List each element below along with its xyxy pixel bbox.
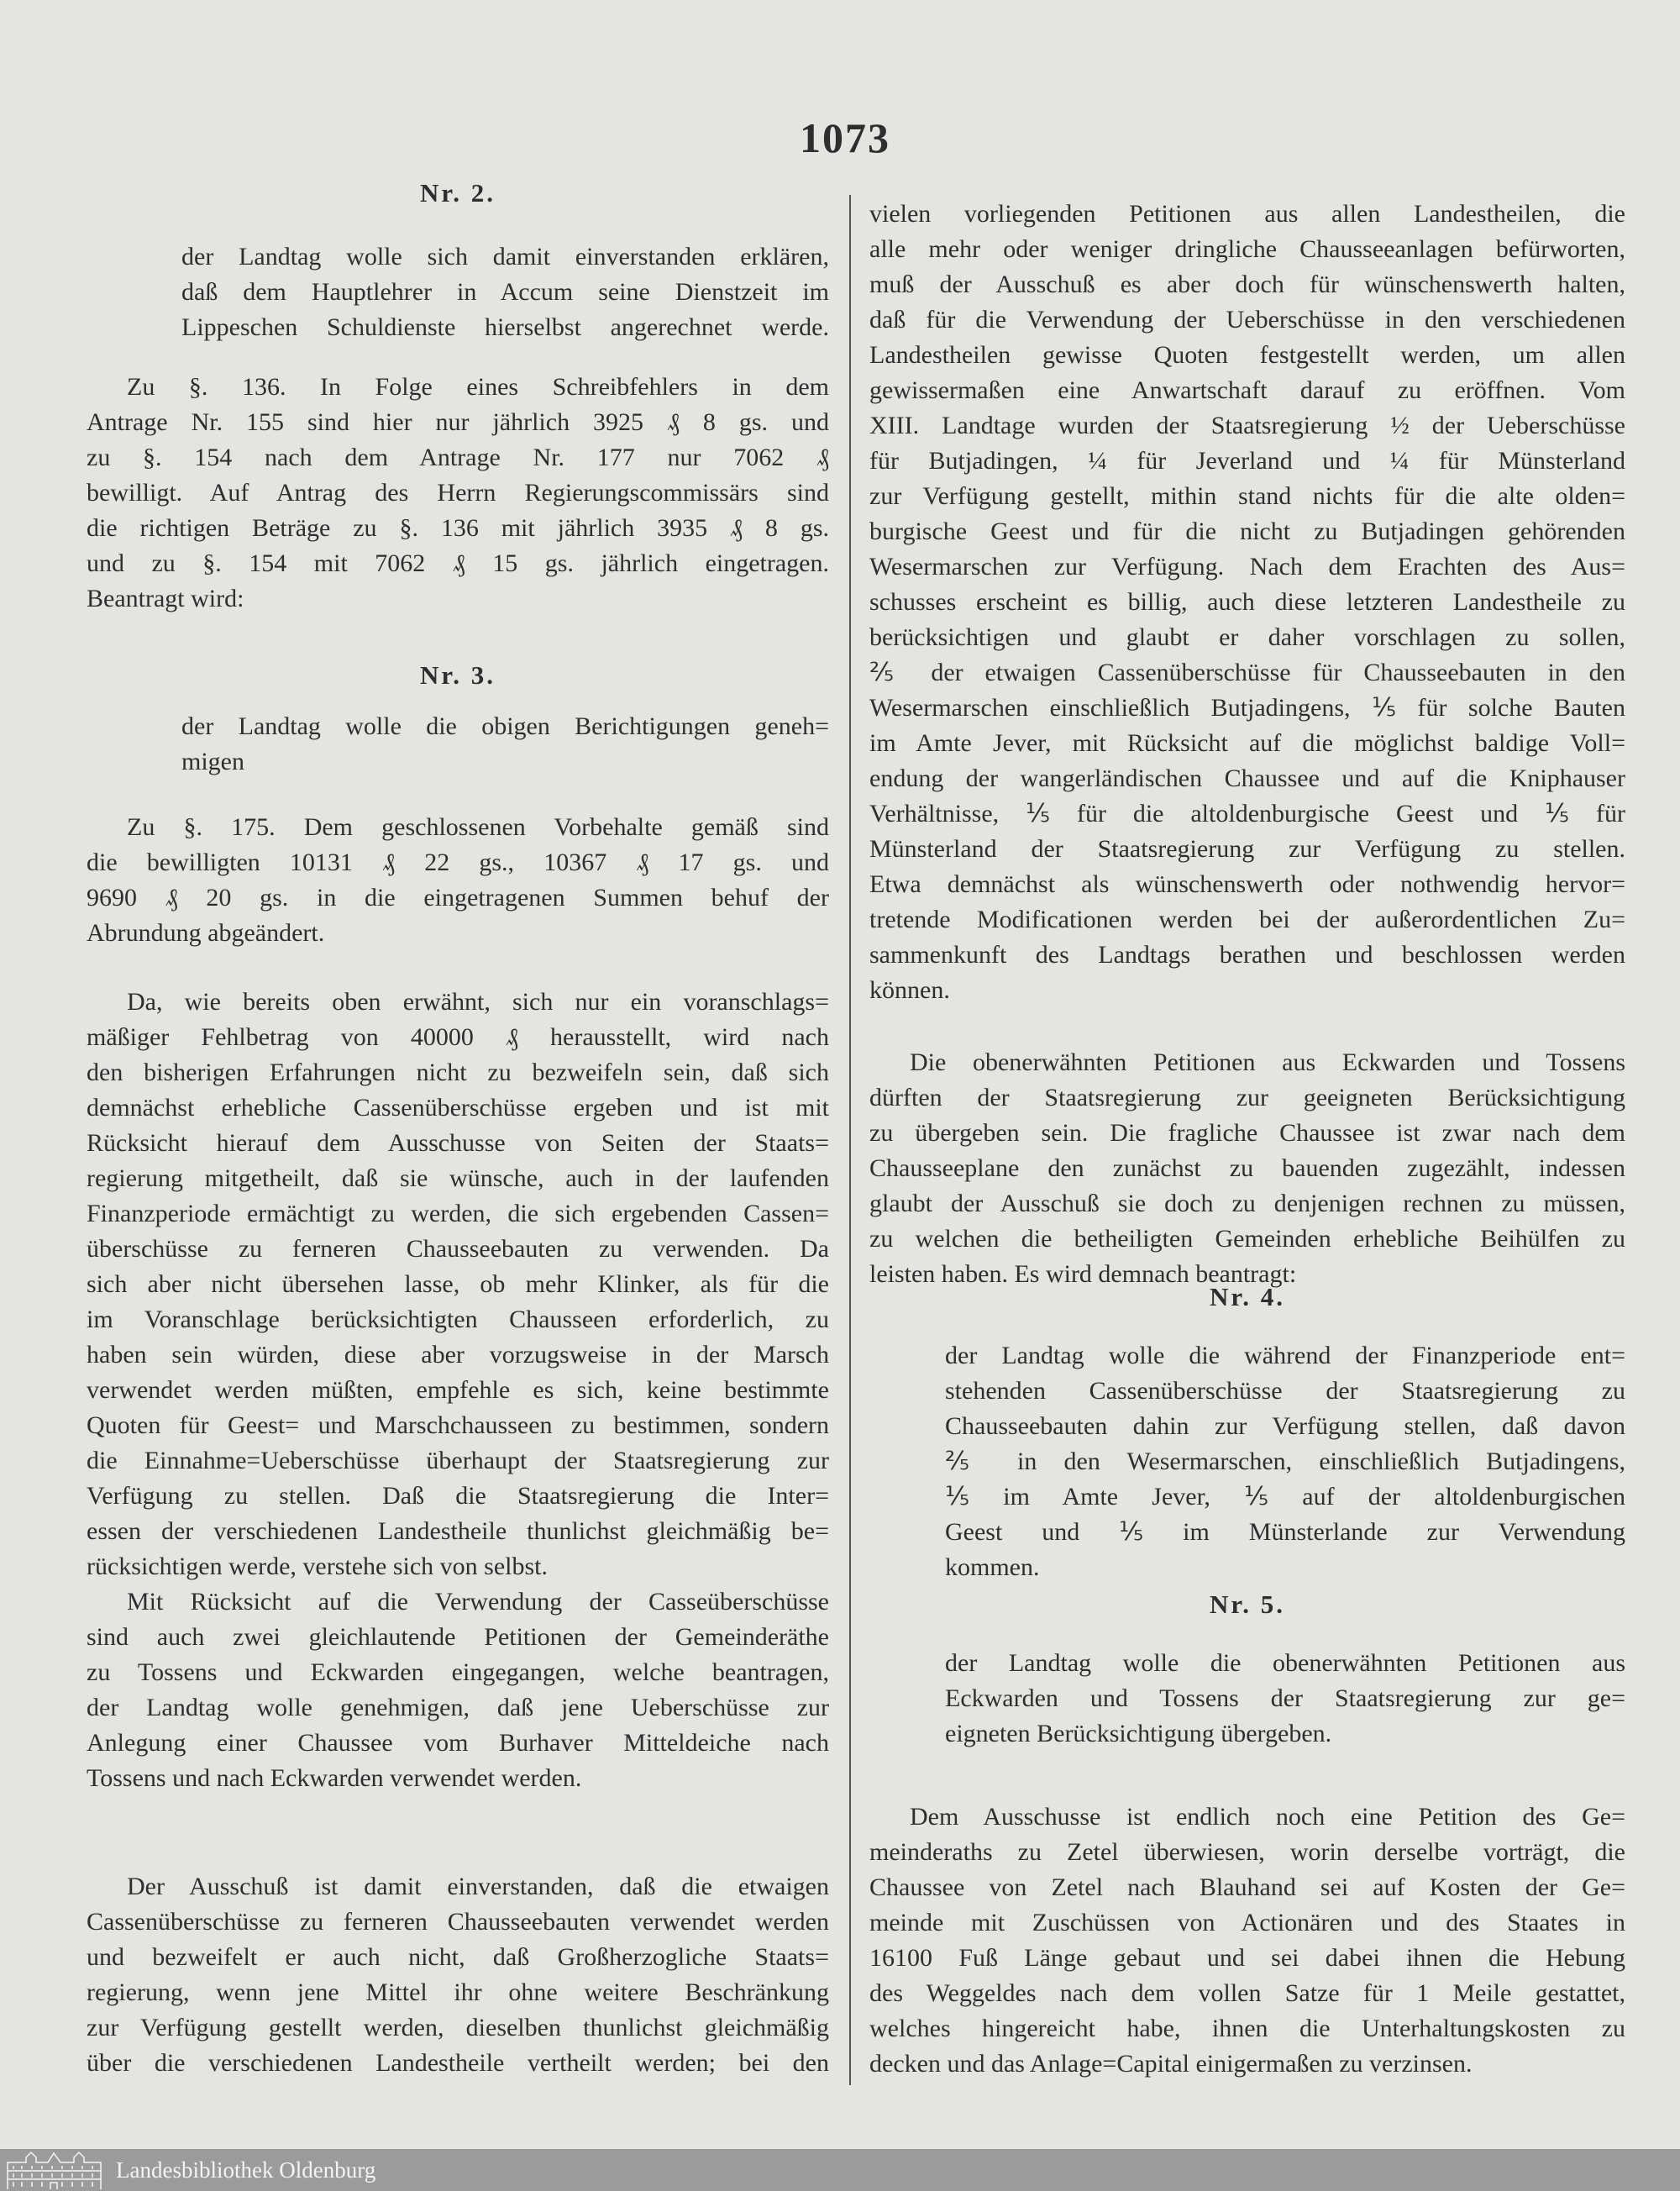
text-line: die bewilligten 10131 ₰ 22 gs., 10367 ₰ 17 gs. und (87, 849, 829, 876)
motion-3-text (181, 709, 829, 780)
text-line: zur Verfügung gestellt werden, dieselben thunlichst gleichmäßig (87, 2014, 829, 2041)
text-line: zu welchen die betheiligten Gemeinden erhebliche Beihülfen zu (869, 1225, 1625, 1253)
text-line: der Landtag wolle die während der Finanzperiode ent= (945, 1342, 1625, 1369)
text-line: des Weggeldes nach dem vollen Satze für 1 Meile gestattet, (869, 1979, 1625, 2007)
text-line: der Landtag wolle sich damit einverstanden erklären, (181, 243, 829, 271)
paragraph-petitions-eckwarden (869, 1045, 1625, 1292)
text-line: Antrage Nr. 155 sind hier nur jährlich 3925 ₰ 8 gs. und (87, 408, 829, 436)
text-line: Abrundung abgeändert. (87, 919, 325, 947)
text-line: sich aber nicht übersehen lasse, ob mehr Klinker, als für die (87, 1270, 829, 1298)
text-line: Wesermarschen einschließlich Butjadingens, ⅕ für solche Bauten (869, 694, 1625, 722)
text-line: Wesermarschen zur Verfügung. Nach dem Erachten des Aus= (869, 553, 1625, 581)
text-line: überschüsse zu ferneren Chausseebauten zu verwenden. Da (87, 1235, 829, 1263)
text-line: der Landtag wolle die obenerwähnten Petitionen aus (945, 1649, 1625, 1677)
text-line: ⅖ der etwaigen Cassenüberschüsse für Chausseebauten in den (869, 659, 1625, 686)
text-line: ⅕ im Amte Jever, ⅕ auf der altoldenburgischen (945, 1483, 1625, 1511)
paragraph-deficit (87, 985, 829, 1584)
text-line: bewilligt. Auf Antrag des Herrn Regierungscommissärs sind (87, 479, 829, 507)
text-line: Cassenüberschüsse zu ferneren Chausseebauten verwendet werden (87, 1908, 829, 1936)
text-line: berücksichtigen und glaubt er daher vorschlagen zu sollen, (869, 623, 1625, 651)
text-line: daß für die Verwendung der Ueberschüsse in den verschiedenen (869, 306, 1625, 334)
text-line: Tossens und nach Eckwarden verwendet werden. (87, 1764, 582, 1792)
library-name: Landesbibliothek Oldenburg (116, 2157, 376, 2183)
paragraph-continuation (869, 197, 1625, 1008)
motion-number-5: Nr. 5. (1209, 1589, 1286, 1619)
text-line: für Butjadingen, ¼ für Jeverland und ¼ für Münsterland (869, 447, 1625, 475)
text-line: die Einnahme=Ueberschüsse überhaupt der Staatsregierung zur (87, 1447, 829, 1474)
paragraph-175 (87, 810, 829, 951)
paragraph-petitions (87, 1584, 829, 1796)
text-line: der Landtag wolle die obigen Berichtigungen geneh= (181, 712, 829, 740)
text-line: Rücksicht hierauf dem Ausschusse von Seiten der Staats= (87, 1129, 829, 1157)
text-line: alle mehr oder weniger dringliche Chausseeanlagen befürworten, (869, 235, 1625, 263)
motion-number-4: Nr. 4. (1209, 1282, 1286, 1311)
text-line: mäßiger Fehlbetrag von 40000 ₰ herausstellt, wird nach (87, 1023, 829, 1051)
text-line: Eckwarden und Tossens der Staatsregierung zur ge= (945, 1684, 1625, 1712)
text-line: im Amte Jever, mit Rücksicht auf die möglichst baldige Voll= (869, 729, 1625, 757)
motion-2-text (181, 239, 829, 345)
text-line: den bisherigen Erfahrungen nicht zu bezweifeln sein, daß sich (87, 1059, 829, 1086)
text-line: im Voranschlage berücksichtigten Chausseen erforderlich, zu (87, 1306, 829, 1333)
text-line: die richtigen Beträge zu §. 136 mit jährlich 3935 ₰ 8 gs. (87, 514, 829, 542)
text-line: meinde mit Zuschüssen von Actionären und des Staates in (869, 1909, 1625, 1936)
text-line: haben sein würden, diese aber vorzugsweise in der Marsch (87, 1341, 829, 1369)
text-line: Quoten für Geest= und Marschchausseen zu bestimmen, sondern (87, 1411, 829, 1439)
text-line: decken und das Anlage=Capital einigermaßen zu verzinsen. (869, 2050, 1473, 2078)
text-line: schusses erscheint es billig, auch diese letzteren Landestheile zu (869, 588, 1625, 616)
text-line: sind auch zwei gleichlautende Petitionen der Gemeinderäthe (87, 1623, 829, 1651)
text-line: burgische Geest und für die nicht zu Butjadingen gehörenden (869, 518, 1625, 545)
text-line: Zu §. 136. In Folge eines Schreibfehlers in dem (127, 373, 829, 401)
text-line: Münsterland der Staatsregierung zur Verfügung zu stellen. (869, 835, 1625, 863)
text-line: daß dem Hauptlehrer in Accum seine Dienstzeit im (181, 278, 829, 306)
text-line: dürften der Staatsregierung zur geeigneten Berücksichtigung (869, 1084, 1625, 1111)
text-line: vielen vorliegenden Petitionen aus allen Landestheilen, die (869, 200, 1625, 228)
text-line: Die obenerwähnten Petitionen aus Eckwarden und Tossens (910, 1048, 1625, 1076)
text-line: Mit Rücksicht auf die Verwendung der Casseüberschüsse (127, 1588, 829, 1616)
text-line: sammenkunft des Landtags berathen und beschlossen werden (869, 941, 1625, 969)
footer-bar (0, 2149, 1680, 2191)
text-line: tretende Modificationen werden bei der außerordentlichen Zu= (869, 906, 1625, 933)
column-divider (849, 195, 851, 2085)
text-line: demnächst erhebliche Cassenüberschüsse ergeben und ist mit (87, 1094, 829, 1122)
text-line: essen der verschiedenen Landestheile thunlichst gleichmäßig be= (87, 1517, 829, 1545)
text-line: der Landtag wolle genehmigen, daß jene Ueberschüsse zur (87, 1694, 829, 1721)
text-line: über die verschiedenen Landestheile vertheilt werden; bei den (87, 2049, 829, 2077)
text-line: Chausseebauten dahin zur Verfügung stellen, daß davon (945, 1412, 1625, 1440)
text-line: Etwa demnächst als wünschenswerth oder nothwendig hervor= (869, 870, 1625, 898)
text-line: verwendet werden müßten, empfehle es sich, keine bestimmte (87, 1376, 829, 1404)
library-building-logo (5, 2151, 104, 2189)
text-line: muß der Ausschuß es aber doch für wünschenswerth halten, (869, 271, 1625, 298)
paragraph-committee (87, 1869, 829, 2081)
text-line: Geest und ⅕ im Münsterlande zur Verwendung (945, 1518, 1625, 1546)
text-line: glaubt der Ausschuß sie doch zu denjenigen rechnen zu müssen, (869, 1190, 1625, 1217)
text-line: kommen. (945, 1553, 1040, 1581)
text-line: und zu §. 154 mit 7062 ₰ 15 gs. jährlich eingetragen. (87, 549, 829, 577)
text-line: Verfügung zu stellen. Daß die Staatsregierung die Inter= (87, 1482, 829, 1510)
text-line: ⅖ in den Wesermarschen, einschließlich Butjadingens, (945, 1448, 1625, 1475)
text-line: Anlegung einer Chaussee vom Burhaver Mitteldeiche nach (87, 1729, 829, 1757)
text-line: Beantragt wird: (87, 585, 244, 612)
text-line: Chaussee von Zetel nach Blauhand sei auf Kosten der Ge= (869, 1873, 1625, 1901)
text-line: regierung mitgetheilt, daß sie wünsche, auch in der laufenden (87, 1164, 829, 1192)
text-line: endung der wangerländischen Chaussee und auf die Kniphauser (869, 764, 1625, 792)
text-line: stehenden Cassenüberschüsse der Staatsregierung zu (945, 1377, 1625, 1405)
text-line: zur Verfügung gestellt, mithin stand nichts für die alte olden= (869, 482, 1625, 510)
text-line: zu übergeben sein. Die fragliche Chaussee ist zwar nach dem (869, 1119, 1625, 1147)
text-line: und bezweifelt er auch nicht, daß Großherzogliche Staats= (87, 1943, 829, 1971)
motion-number-3: Nr. 3. (419, 660, 496, 690)
text-line: zu Tossens und Eckwarden eingegangen, welche beantragen, (87, 1658, 829, 1686)
text-line: meinderaths zu Zetel überwiesen, worin derselbe vorträgt, die (869, 1838, 1625, 1866)
text-line: rücksichtigen werde, verstehe sich von selbst. (87, 1553, 549, 1580)
paragraph-136 (87, 370, 829, 617)
motion-number-2: Nr. 2. (419, 178, 496, 208)
text-line: XIII. Landtage wurden der Staatsregierung ½ der Ueberschüsse (869, 412, 1625, 439)
text-line: leisten haben. Es wird demnach beantragt: (869, 1260, 1297, 1288)
text-line: gewissermaßen eine Anwartschaft darauf zu eröffnen. Vom (869, 376, 1625, 404)
text-line: 9690 ₰ 20 gs. in die eingetragenen Summen behuf der (87, 884, 829, 912)
text-line: zu §. 154 nach dem Antrage Nr. 177 nur 7062 ₰ (87, 444, 829, 471)
text-line: Da, wie bereits oben erwähnt, sich nur ein voranschlags= (127, 988, 829, 1016)
text-line: Lippeschen Schuldienste hierselbst angerechnet werde. (181, 313, 829, 341)
text-line: regierung, wenn jene Mittel ihr ohne weitere Beschränkung (87, 1978, 829, 2006)
paragraph-zetel (869, 1800, 1625, 2082)
text-line: Zu §. 175. Dem geschlossenen Vorbehalte gemäß sind (127, 813, 829, 841)
text-line: welches hingereicht habe, ihnen die Unterhaltungskosten zu (869, 2015, 1625, 2042)
text-line: migen (181, 748, 244, 775)
text-line: Chausseeplane den zunächst zu bauenden zugezählt, indessen (869, 1154, 1625, 1182)
text-line: Landestheilen gewisse Quoten festgestellt werden, um allen (869, 341, 1625, 369)
text-line: Dem Ausschusse ist endlich noch eine Petition des Ge= (910, 1803, 1625, 1831)
text-line: eigneten Berücksichtigung übergeben. (945, 1720, 1332, 1747)
motion-4-text (945, 1338, 1625, 1585)
text-line: Verhältnisse, ⅕ für die altoldenburgische Geest und ⅕ für (869, 800, 1625, 828)
text-line: 16100 Fuß Länge gebaut und sei dabei ihnen die Hebung (869, 1944, 1625, 1972)
motion-5-text (945, 1646, 1625, 1752)
text-line: Finanzperiode ermächtigt zu werden, die sich ergebenden Cassen= (87, 1200, 829, 1227)
text-line: können. (869, 976, 950, 1004)
page-number: 1073 (800, 114, 890, 161)
text-line: Der Ausschuß ist damit einverstanden, daß die etwaigen (127, 1873, 829, 1900)
